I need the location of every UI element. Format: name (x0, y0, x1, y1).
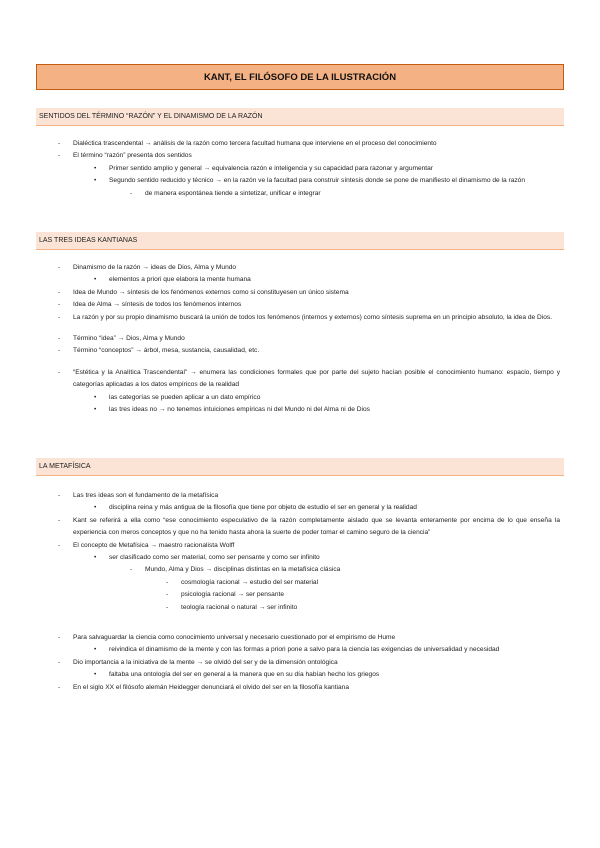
section-body-metafisica (0, 490, 600, 694)
bullet-item-level-1 (0, 333, 600, 345)
bullet-text: psicología racional → ser pensante (181, 591, 284, 599)
bullet-text: “Estética y la Analítica Trascendental” → enumera las condiciones formales que por parte del sujeto hacían posible el conocimiento humano: espacio, tiempo y categorías aplicadas a los datos empíricos de la realidad (73, 368, 560, 389)
bullet-marker: - (58, 658, 61, 666)
bullet-text: reivindica el dinamismo de la mente y con las formas a priori pone a salvo para la ciencia las exigencias de universalidad y necesidad (109, 646, 500, 654)
bullet-item-level-2 (0, 552, 600, 564)
bullet-marker: - (58, 301, 61, 309)
bullet-marker: - (58, 683, 61, 691)
bullet-item-level-4 (0, 577, 600, 589)
spacer (0, 614, 600, 623)
bullet-item-level-1 (0, 299, 600, 311)
bullet-item-level-1 (0, 312, 600, 324)
bullet-marker: - (58, 541, 61, 549)
bullet-marker: - (166, 578, 169, 586)
bullet-text: elementos a priori que elabora la mente humana (109, 276, 251, 284)
bullet-item-level-1 (0, 540, 600, 552)
bullet-item-level-1 (0, 138, 600, 150)
bullet-text: La razón y por su propio dinamismo buscará la unión de todos los fenómenos (internos y externos) como síntesis suprema en un principio absoluto, la idea de Dios. (73, 313, 553, 321)
bullet-text: disciplina reina y más antigua de la filosofía que tiene por objeto de estudio el ser en general y la realidad (109, 504, 417, 512)
bullet-text: de manera espontánea tiende a sintetizar, unificar e integrar (145, 189, 321, 197)
bullet-marker: • (94, 504, 97, 512)
bullet-item-level-4 (0, 589, 600, 601)
bullet-text: Las tres ideas son el fundamento de la metafísica (73, 492, 219, 499)
bullet-text: teología racional o natural → ser infinito (181, 603, 298, 611)
bullet-marker: - (58, 492, 61, 499)
bullet-text: El término “razón” presenta dos sentidos (73, 152, 192, 160)
bullet-text: faltaba una ontología del ser en general a la manera que en su día habían hecho los griegos (109, 671, 380, 679)
bullet-item-level-2 (0, 502, 600, 514)
bullet-marker: - (58, 347, 61, 355)
section-heading-ideas: LAS TRES IDEAS KANTIANAS (36, 232, 564, 250)
bullet-item-level-2 (0, 644, 600, 656)
bullet-item-level-1 (0, 345, 600, 357)
bullet-item-level-2 (0, 175, 600, 187)
bullet-marker: - (58, 335, 61, 343)
bullet-marker: - (58, 140, 61, 147)
bullet-text: Idea de Mundo → síntesis de los fenómenos externos como si constituyesen un único sistema (73, 288, 349, 296)
bullet-item-level-2 (0, 392, 600, 404)
section-body-ideas (0, 262, 600, 416)
bullet-text: Segundo sentido reducido y técnico → en la razón ve la facultad para construir síntesis donde se pone de manifiesto el dinamismo de la razón (109, 177, 526, 185)
bullet-item-level-3 (0, 564, 600, 576)
bullet-text: ser clasificado como ser material, como ser pensante y como ser infinito (109, 554, 320, 562)
bullet-text: Mundo, Alma y Dios → disciplinas distintas en la metafísica clásica (145, 566, 341, 574)
spacer (0, 324, 600, 333)
bullet-text: Dio importancia a la iniciativa de la mente → se olvidó del ser y de la dimensión ontológica (73, 658, 338, 666)
bullet-text: Idea de Alma → síntesis de todos los fenómenos internos (73, 301, 242, 309)
bullet-text: Término “idea” → Dios, Alma y Mundo (73, 335, 185, 343)
section-heading-razon: SENTIDOS DEL TÉRMINO “RAZÓN” Y EL DINAMISMO DE LA RAZÓN (36, 108, 564, 126)
bullet-item-level-1 (0, 367, 600, 392)
bullet-text: Para salvaguardar la ciencia como conocimiento universal y necesario cuestionado por el empirismo de Hume (73, 634, 396, 642)
bullet-item-level-1 (0, 490, 600, 502)
bullet-item-level-3 (0, 188, 600, 200)
bullet-marker: - (58, 516, 61, 524)
bullet-marker: - (130, 566, 133, 574)
bullet-text: las categorías se pueden aplicar a un dato empírico (109, 393, 261, 401)
bullet-text: Dialéctica trascendental → análisis de la razón como tercera facultad humana que interviene en el proceso del conocimiento (73, 140, 437, 147)
bullet-marker: • (94, 671, 97, 679)
bullet-marker: • (94, 646, 97, 654)
bullet-item-level-2 (0, 274, 600, 286)
bullet-item-level-1 (0, 287, 600, 299)
bullet-item-level-1 (0, 632, 600, 644)
bullet-marker: - (166, 591, 169, 599)
bullet-text: Primer sentido amplio y general → equivalencia razón e inteligencia y su capacidad para razonar y argumentar (109, 164, 434, 172)
bullet-marker: - (58, 368, 61, 376)
bullet-item-level-2 (0, 404, 600, 416)
bullet-text: Kant se referirá a ella como “ese conocimiento especulativo de la razón completamente aislado que se levanta enteramente por encima de lo que enseña la experiencia con meros conceptos y que no ha tenido hasta ahora la suerte de poder tomar el camino seguro de la ciencia” (73, 516, 560, 537)
bullet-item-level-2 (0, 669, 600, 681)
bullet-item-level-1 (0, 657, 600, 669)
bullet-marker: - (58, 288, 61, 296)
section-heading-metafisica: LA METAFÍSICA (36, 458, 564, 476)
bullet-marker: - (166, 603, 169, 611)
bullet-text: Dinamismo de la razón → ideas de Dios, Alma y Mundo (73, 264, 237, 271)
bullet-item-level-2 (0, 163, 600, 175)
spacer (0, 623, 600, 632)
section-body-razon (0, 138, 600, 200)
bullet-marker: • (94, 164, 97, 172)
bullet-marker: - (58, 634, 61, 642)
bullet-marker: • (94, 554, 97, 562)
bullet-item-level-1 (0, 515, 600, 540)
bullet-marker: - (58, 264, 61, 271)
document-title: KANT, EL FILÓSOFO DE LA ILUSTRACIÓN (36, 64, 564, 90)
bullet-marker: - (130, 189, 133, 197)
bullet-text: En el siglo XX el filósofo alemán Heidegger denunciará el olvido del ser en la filosofía kantiana (73, 683, 350, 691)
bullet-text: Término “conceptos” → árbol, mesa, sustancia, causalidad, etc. (73, 347, 260, 355)
bullet-marker: • (94, 177, 97, 185)
bullet-item-level-1 (0, 150, 600, 162)
bullet-item-level-1 (0, 682, 600, 694)
bullet-text: El concepto de Metafísica → maestro racionalista Wolff (73, 541, 235, 549)
bullet-text: las tres ideas no → no tenemos intuiciones empíricas ni del Mundo ni del Alma ni de Dios (109, 406, 370, 414)
bullet-text: cosmología racional → estudio del ser material (181, 578, 319, 586)
bullet-item-level-4 (0, 602, 600, 614)
bullet-marker: • (94, 276, 97, 284)
bullet-marker: - (58, 152, 61, 160)
bullet-marker: • (94, 393, 97, 401)
spacer (0, 358, 600, 367)
bullet-item-level-1 (0, 262, 600, 274)
bullet-marker: • (94, 406, 97, 414)
bullet-marker: - (58, 313, 61, 321)
